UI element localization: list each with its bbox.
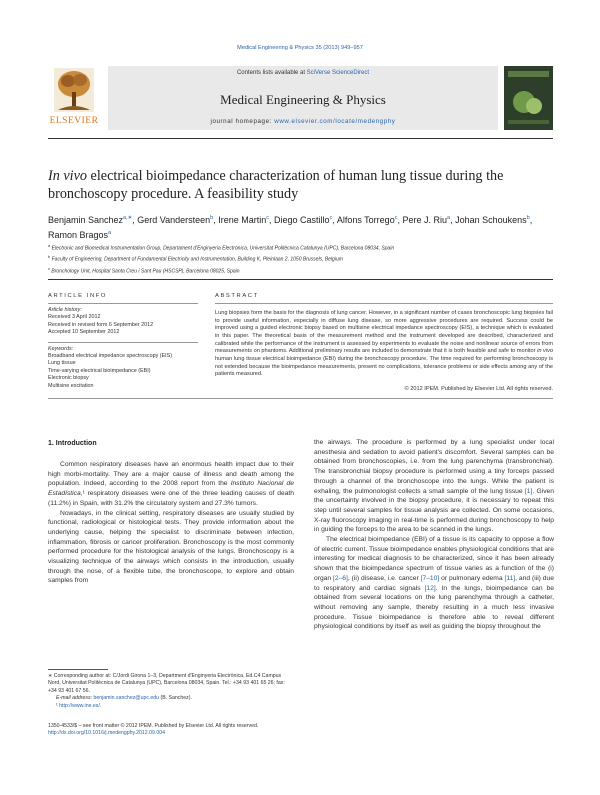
author-sup: b	[526, 215, 530, 221]
running-head: Medical Engineering & Physics 35 (2013) 949–957	[237, 45, 363, 51]
article-info-heading: ARTICLE INFO	[48, 293, 108, 299]
author-list: Benjamin Sanchez$^{a,∗}$, Gerd Vandersteen$^b$, Irene Martin$^c$, Diego Castillo$^c$, Alfons Torrego$^c$, Pere J. Riu$^a$, Johan Schoukens$^b$, Ramon Bragos$^a$	[48, 215, 533, 240]
journal-cover-thumbnail	[504, 66, 553, 130]
keyword: Lung tissue	[48, 360, 76, 367]
contents-line	[108, 70, 498, 76]
bottom-matter	[48, 723, 378, 737]
elsevier-tree-icon	[54, 68, 94, 112]
homepage-prefix: journal homepage:	[210, 118, 275, 125]
citation-link[interactable]: [2–6]	[333, 574, 348, 582]
affiliation-text: Electronic and Biomedical Instrumentation Group, Departament d'Enginyeria Electrònica, Universitat Politècnica Catalunya (UPC), Barcelona 08034, Spain	[51, 245, 395, 252]
affiliation-sup: a	[48, 243, 51, 248]
text-span: the airways. The procedure is performed by a lung specialist under local anesthesia and sedation to avoid patient's discomfort. Several samples can be obtained from bronchoscopies, i.e. from the lung parenchyma (transbronchial). The transbronchial biopsy procedure is performed using a tiny forceps passed through a channel of the bronchoscope into the lungs. While the patient is exhaling, the pulmonologist collects a small sample of the lung tissue	[314, 439, 554, 495]
footnote-1	[48, 703, 294, 710]
abstract-rule	[215, 303, 553, 304]
affiliation-text: Bronchology Unit, Hospital Santa Creu i Sant Pau (HSCSP), Barcelona 08025, Spain	[51, 268, 240, 275]
abstract-bottom-rule	[48, 398, 553, 399]
author-sup: a,∗	[123, 215, 133, 221]
author-name[interactable]: Gerd Vandersteen	[137, 215, 211, 225]
citation-link[interactable]: [7–10]	[420, 574, 440, 582]
affiliation-text: Faculty of Engineering, Department of Fundamental Electricity and Instrumentation, Building K, Pleinlaan 2, 1050 Brussels, Belgium	[51, 256, 343, 263]
text-span: , (ii) disease, i.e. cancer	[347, 574, 421, 582]
affiliation-sup: c	[48, 265, 50, 271]
affiliation-item	[48, 242, 553, 253]
footnote-corresponding: ∗ Corresponding author at: C/Jordi Girona 1–3, Department d'Enginyeria Electrònica, Ed.C4 Campus Nord, Universitat Politècnica de Catalunya (UPC), Barcelona 08034, Spain. Tel.: +34 93 401 65 26; fax: +34 93 401 67 56.	[48, 673, 285, 694]
journal-masthead	[48, 66, 553, 132]
info-rule	[48, 303, 198, 304]
keyword: Broadband electrical impedance spectroscopy (EIS)	[48, 353, 173, 360]
abstract-italic: in vivo	[537, 348, 553, 355]
keyword: Multisine excitation	[48, 382, 94, 389]
author-name[interactable]: Irene Martin	[218, 215, 267, 225]
title-rest: electrical bioimpedance characterization of human lung tissue during the bronchoscopy procedure. A feasibility study	[48, 168, 504, 202]
body-paragraph: Nowadays, in the clinical setting, respiratory diseases are usually studied by functional, radiological or histological tests. They provide information about the underlying cause, helping the specialist to discriminate between infection, inflammation, fibrosis or cancer proliferation. Bronchoscopy is the most commonly performed procedure for the histological analysis of the lungs. Bronchoscopy is a visualizing technique of the airways which consists in the introduction, usually through the nose, of a flexible tube, the bronchoscope, to explore and obtain samples from	[48, 509, 294, 585]
footnote-rule	[48, 669, 108, 670]
keyword: Time-varying electrical bioimpedance (EBI)	[48, 367, 151, 374]
elsevier-logo	[48, 66, 100, 130]
author-sup: b	[210, 215, 214, 221]
footnote-marker: ¹	[56, 702, 60, 709]
text-span: or pulmonary edema	[439, 574, 505, 582]
email-label: E-mail address:	[56, 695, 94, 702]
history-item: Received in revised form 6 September 2012	[48, 321, 154, 328]
footnote-url-link[interactable]: http://www.ine.es/	[59, 702, 100, 709]
email-link[interactable]: benjamin.sanchez@upc.edu	[93, 695, 160, 702]
author-name[interactable]: Pere J. Riu	[402, 215, 447, 225]
keyword: Electronic biopsy	[48, 375, 89, 382]
author-name[interactable]: Johan Schoukens	[455, 215, 527, 225]
abstract-heading: ABSTRACT	[215, 293, 259, 299]
keywords-label: Keywords:	[48, 345, 74, 352]
journal-homepage-link[interactable]: www.elsevier.com/locate/medengphy	[274, 118, 396, 125]
body-column-left	[48, 460, 294, 586]
citation-link[interactable]: [1]	[524, 487, 533, 495]
author-sup: c	[266, 215, 270, 221]
affiliations	[48, 242, 553, 276]
author-name[interactable]: Ramon Bragos	[48, 230, 109, 240]
history-item: Accepted 10 September 2012	[48, 329, 120, 336]
body-paragraph	[314, 535, 554, 632]
doi-link[interactable]: http://dx.doi.org/10.1016/j.medengphy.2012.09.004	[48, 730, 165, 737]
issn-line: 1350-4533/$ – see front matter © 2012 IPEM. Published by Elsevier Ltd. All rights reserved.	[48, 723, 259, 729]
sciencedirect-link[interactable]: SciVerse ScienceDirect	[306, 70, 370, 76]
masthead-rule	[48, 138, 553, 139]
author-sup: a	[447, 215, 451, 221]
homepage-line	[108, 118, 498, 125]
abstract-part: human lung tissue electrical bioimpedance (EBI) during the bronchoscopy procedure. The time required for performing bronchoscopy is not extended because the bioimpedance measurements, present no complications, tolerance problems or side effects among any of the patients measured.	[215, 355, 553, 378]
info-divider	[48, 342, 198, 343]
author-name[interactable]: Diego Castillo	[274, 215, 330, 225]
cover-art-icon	[504, 66, 553, 130]
text-italic: Instituto Nacional de Estadística	[48, 480, 294, 498]
text-span: ,¹ respiratory diseases were one of the three leading causes of death (11.2%) in Spain, with 31.2% the circulatory system and 27.3% tumors.	[48, 490, 294, 507]
citation-link[interactable]: [11]	[504, 574, 516, 582]
abstract-copyright: © 2012 IPEM. Published by Elsevier Ltd. All rights reserved.	[404, 386, 553, 392]
author-name[interactable]: Benjamin Sanchez	[48, 215, 124, 225]
article-title	[48, 168, 553, 203]
affiliation-sup: b	[48, 254, 51, 260]
text-span: The electrical bioimpedance (EBI) of a tissue is its capacity to oppose a flow of electric current. Tissue bioimpedance enables physiological conditions that are interesting for medical diagnosis to be characterized, since it has been already shown that the bioimpedance spectrum of tissue varies as a function of the (i) organ	[314, 536, 554, 582]
text-span: , and (iii) due to respiratory and cardiac signals	[314, 574, 554, 592]
affiliation-item	[48, 253, 553, 264]
body-paragraph	[48, 460, 294, 509]
author-name[interactable]: Alfons Torrego	[336, 215, 395, 225]
article-info	[48, 307, 198, 390]
author-sup: c	[329, 215, 333, 221]
text-span: Common respiratory diseases have an enormous health impact due to their high morbi-mortality. They are a major cause of illness and death among the population. Indeed, according to the 2008 report from the	[48, 461, 294, 488]
affiliations-rule	[48, 279, 553, 280]
contents-prefix: Contents lists available at	[236, 70, 307, 76]
history-item: Received 3 April 2012	[48, 314, 101, 321]
text-span: . In the lungs, bioimpedance can be obtained from several locations on the lung parenchyma through a catheter, without removing any sample, thereby resulting in a much less invasive procedure. Tissue bioimpedance is therefore able to reveal different physiological conditions by itself as well as guiding the biopsy throughout the	[314, 584, 554, 631]
email-suffix: (B. Sanchez).	[159, 695, 192, 702]
abstract-text	[215, 310, 553, 379]
elsevier-wordmark: ELSEVIER	[49, 116, 99, 126]
affiliation-item	[48, 265, 553, 276]
body-column-right	[314, 438, 554, 632]
citation-link[interactable]: [12]	[424, 584, 436, 592]
title-italic: In vivo	[48, 168, 87, 184]
author-sup: c	[394, 215, 398, 221]
footnote-suffix: .	[99, 702, 102, 709]
journal-title: Medical Engineering & Physics	[220, 92, 386, 107]
abstract-part: Lung biopsies form the basis for the diagnosis of lung cancer. However, in a significant number of cases bronchoscopic lung biopsies fail to provide useful information, especially in diffuse lung disease, so more aggressive procedures are required. Success could be improved using a guided electronic biopsy based on multisine electrical impedance spectroscopy (EIS), a technique which is evaluated in this paper. The theoretical basis of the measurement method and the instrument developed are described, characterized and calibrated while the performance of the instrument is assessed by experiments to evaluate the noise and nonlinear source of errors from measurements on phantoms. Additional preliminary results are included to demonstrate that it is both feasible and safe to monitor	[215, 310, 553, 355]
author-sup: a	[108, 230, 112, 236]
body-paragraph	[314, 438, 554, 535]
history-label: Article history:	[48, 307, 82, 313]
footnote-email	[48, 695, 294, 702]
section-heading-introduction: 1. Introduction	[48, 440, 97, 447]
text-span: . Given the uncertainty involved in the biopsy procedure, it is necessary to repeat this step until several samples for tissue analysis are collected. On some occasions, X-ray fluoroscopy imaging in real-time is performed during bronchoscopy to help in guiding the forceps to the area to be scanned in the lungs.	[314, 487, 554, 534]
footnotes	[48, 673, 294, 710]
masthead-banner	[108, 66, 498, 130]
